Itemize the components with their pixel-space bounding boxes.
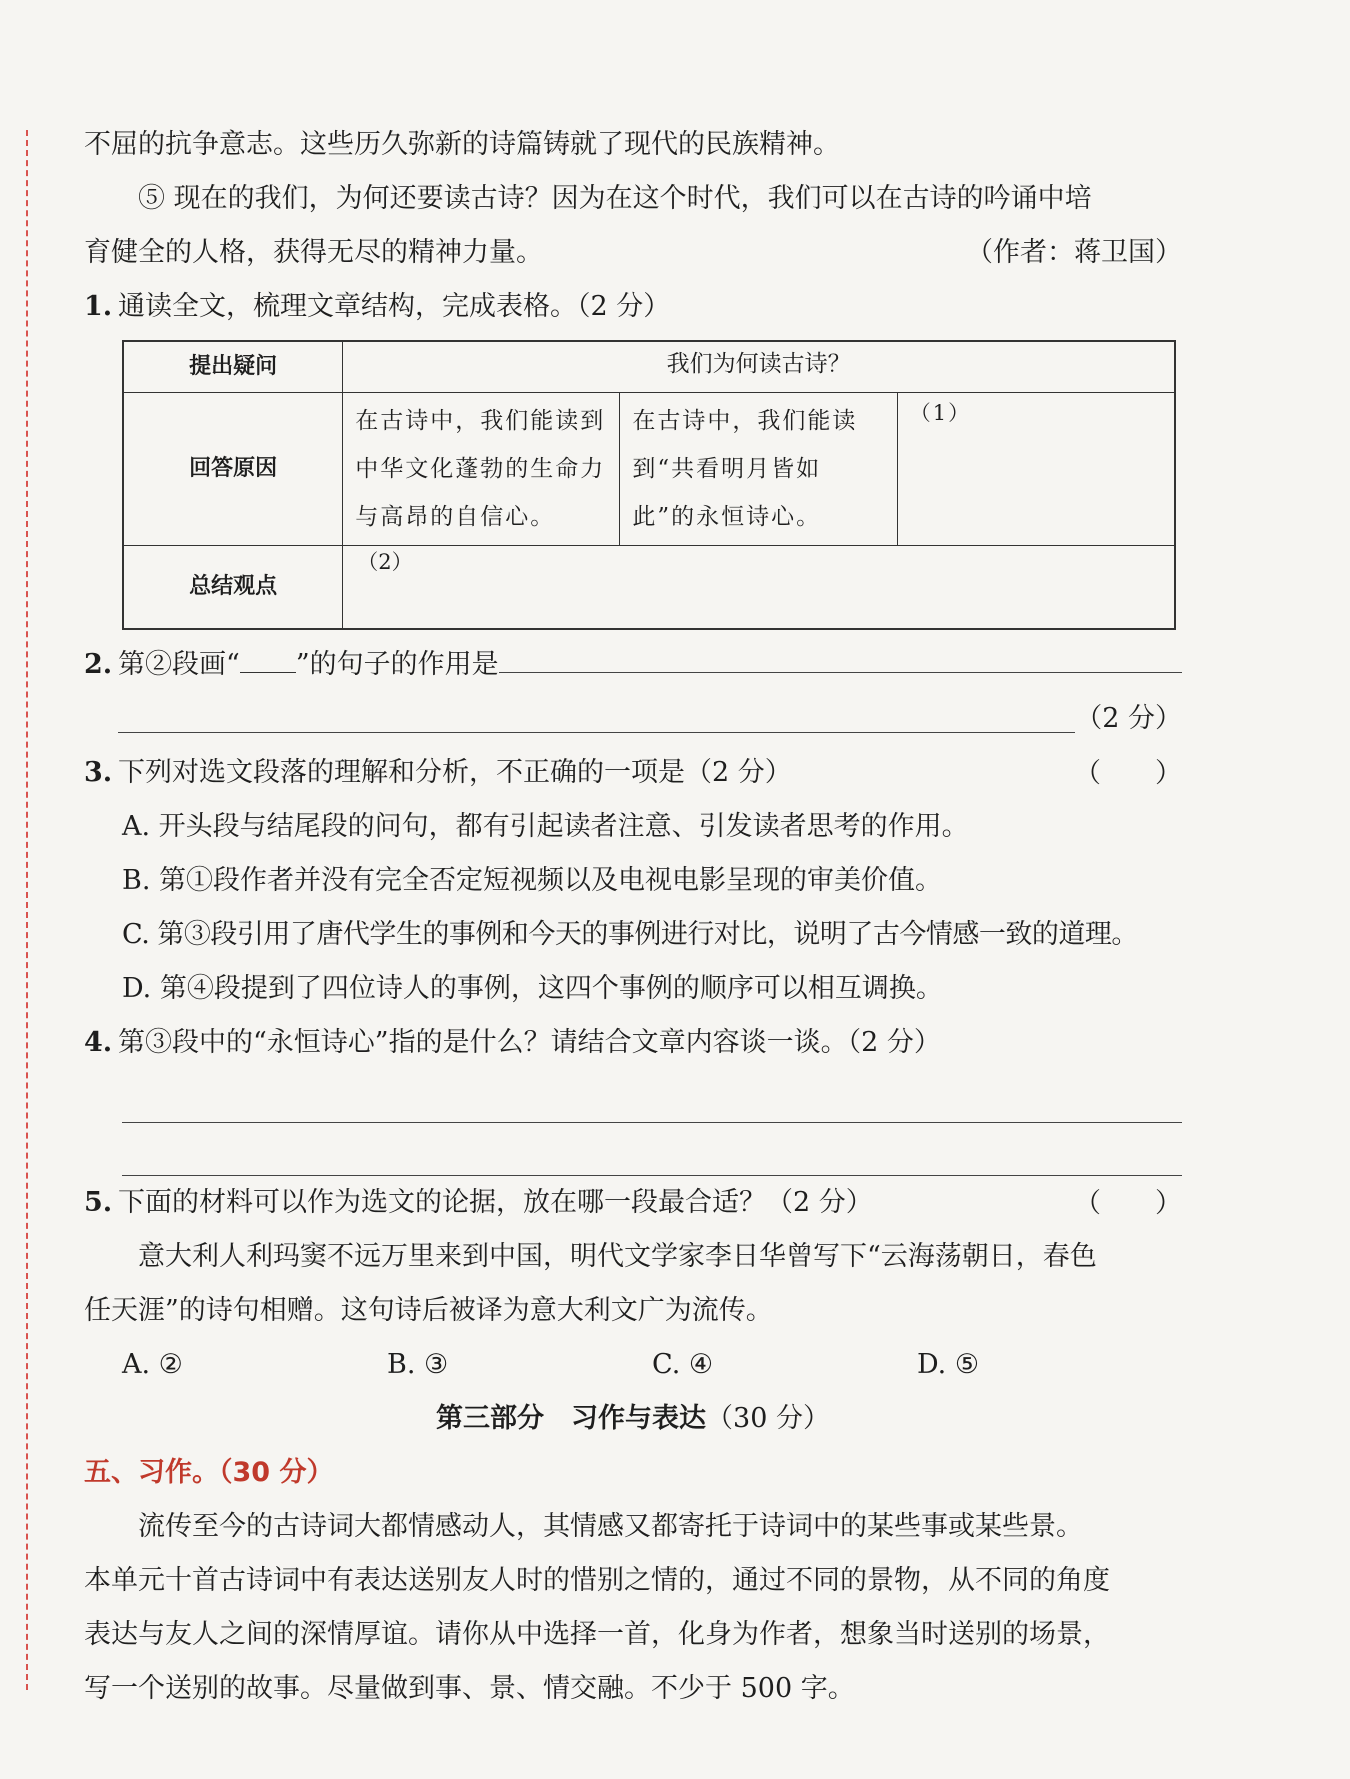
prompt-text: 本单元十首古诗词中有表达送别友人时的惜别之情的，通过不同的景物，从不同的角度 <box>84 1565 1110 1596</box>
answer-label: （1） <box>909 401 972 425</box>
option-c: C. 第③段引用了唐代学生的事例和今天的事例进行对比，说明了古今情感一致的道理。 <box>122 919 1138 950</box>
answer-cell[interactable] <box>897 393 1175 546</box>
material-text: 意大利人利玛窦不远万里来到中国，明代文学家李日华曾写下“云海荡朝日，春色 <box>138 1241 1097 1272</box>
exam-page <box>84 118 1182 1716</box>
author-credit: （作者：蒋卫国） <box>966 237 1182 268</box>
answer-cell[interactable] <box>343 546 1175 630</box>
answer-label: （2） <box>357 550 413 574</box>
question-5 <box>84 1176 1182 1230</box>
margin-dashed-line <box>26 130 28 1690</box>
table-cell: 在古诗中，我们能读到中华文化蓬勃的生命力与高昂的自信心。 <box>343 393 620 546</box>
prompt-text: 表达与友人之间的深情厚谊。请你从中选择一首，化身为作者，想象当时送别的场景， <box>84 1619 1110 1650</box>
question-number: 4. <box>84 1027 113 1058</box>
question-number: 2. <box>84 649 113 680</box>
answer-parentheses[interactable]: （ ） <box>1074 758 1182 788</box>
answer-line[interactable] <box>499 638 1182 673</box>
option-c: C. ④ <box>652 1349 714 1380</box>
score-label: （2 分） <box>1075 703 1182 734</box>
part-title: 第三部分 习作与表达（30 分） <box>436 1403 830 1434</box>
table-row <box>123 546 1175 630</box>
question-1 <box>84 280 1182 334</box>
section-title: 五、习作。（30 分） <box>84 1457 334 1488</box>
table-row <box>123 341 1175 393</box>
option-a: A. 开头段与结尾段的问句，都有引起读者注意、引发读者思考的作用。 <box>122 811 969 842</box>
option-a: A. ② <box>122 1349 183 1380</box>
question-3 <box>84 746 1182 800</box>
question-number: 3. <box>84 757 113 788</box>
question-4 <box>84 1016 1182 1070</box>
answer-line[interactable] <box>118 692 1075 733</box>
answer-lines <box>122 1070 1182 1176</box>
question-text: 第③段中的“永恒诗心”指的是什么？请结合文章内容谈一谈。（2 分） <box>118 1027 941 1058</box>
underline-mark <box>240 638 296 673</box>
table-head: 提出疑问 <box>123 341 343 393</box>
table-head: 回答原因 <box>123 393 343 546</box>
question-text: 第②段画“ <box>118 649 240 680</box>
text-line: 育健全的人格，获得无尽的精神力量。 <box>84 237 543 268</box>
question-number: 1. <box>84 291 113 322</box>
structure-table <box>122 340 1176 630</box>
question-text: 下列对选文段落的理解和分析，不正确的一项是（2 分） <box>118 757 792 788</box>
answer-parentheses[interactable]: （ ） <box>1074 1188 1182 1218</box>
question-2 <box>84 638 1182 692</box>
prompt-text: 写一个送别的故事。尽量做到事、景、情交融。不少于 500 字。 <box>84 1673 855 1704</box>
option-b: B. 第①段作者并没有完全否定短视频以及电视电影呈现的审美价值。 <box>122 865 943 896</box>
question-text: 下面的材料可以作为选文的论据，放在哪一段最合适？（2 分） <box>118 1187 873 1218</box>
text-line-with-author <box>84 226 1182 280</box>
q5-options <box>122 1338 1182 1392</box>
text-line: ⑤ 现在的我们，为何还要读古诗？因为在这个时代，我们可以在古诗的吟诵中培 <box>138 183 1092 214</box>
table-head: 总结观点 <box>123 546 343 630</box>
text-line: 不屈的抗争意志。这些历久弥新的诗篇铸就了现代的民族精神。 <box>84 129 840 160</box>
table-row <box>123 393 1175 546</box>
option-b: B. ③ <box>387 1349 449 1380</box>
table-cell: 我们为何读古诗？ <box>343 341 1175 393</box>
table-cell: 在古诗中，我们能读到“共看明月皆如此”的永恒诗心。 <box>620 393 897 546</box>
prompt-text: 流传至今的古诗词大都情感动人，其情感又都寄托于诗词中的某些事或某些景。 <box>138 1511 1083 1542</box>
question-number: 5. <box>84 1187 113 1218</box>
option-d: D. 第④段提到了四位诗人的事例，这四个事例的顺序可以相互调换。 <box>122 973 943 1004</box>
answer-line[interactable] <box>122 1070 1182 1123</box>
answer-row <box>118 692 1182 746</box>
question-text: ”的句子的作用是 <box>295 649 499 680</box>
option-d: D. ⑤ <box>917 1349 980 1380</box>
material-text: 任天涯”的诗句相赠。这句诗后被译为意大利文广为流传。 <box>84 1295 773 1326</box>
question-text: 通读全文，梳理文章结构，完成表格。（2 分） <box>118 291 671 322</box>
answer-line[interactable] <box>122 1123 1182 1176</box>
